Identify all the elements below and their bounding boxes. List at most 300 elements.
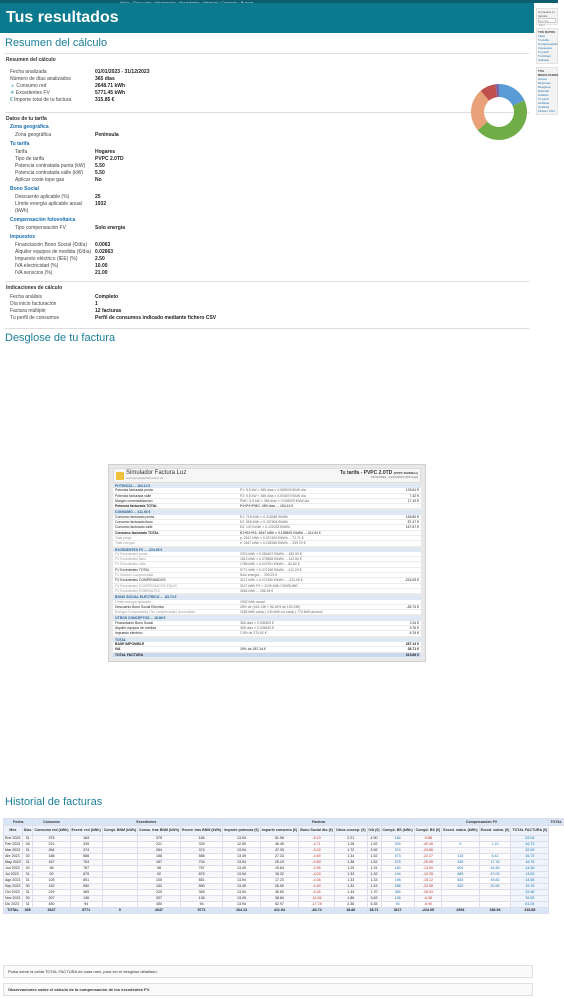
kv-value (95, 249, 113, 256)
table-cell: 136 (180, 896, 222, 902)
kv-label: Impuesto eléctrico (IEE) (%) (15, 256, 78, 262)
table-group-header: Consumo (33, 819, 70, 826)
total-factura-cell[interactable]: 61.04 (511, 902, 549, 908)
kv-row (10, 249, 534, 256)
total-factura-cell[interactable]: 16.75 (511, 860, 549, 866)
invoice-row-label: Potencia facturada TOTAL (115, 504, 158, 509)
table-cell: 20.94 (479, 884, 511, 890)
table-cell: 51.96 (260, 836, 299, 842)
table-cell: 31 (22, 836, 33, 842)
table-cell: 47.09 (479, 872, 511, 878)
table-footer-cell: 5771 (180, 908, 222, 914)
sidebar-link[interactable]: Calcular (538, 58, 550, 62)
sidebar-box-datos (536, 28, 558, 64)
kv-row (10, 263, 534, 270)
table-footer-cell: -224.05 (414, 908, 442, 914)
table-cell: -4.69 (299, 860, 335, 866)
table-cell: 98 (138, 866, 181, 872)
table-cell: 183 (381, 866, 414, 872)
table-cell: -22.27 (414, 854, 442, 860)
invoice-row-amount: 17.10 € (407, 498, 419, 503)
invoice-row-label: FV Máximo compensable (115, 573, 154, 578)
tarifa-table (10, 124, 534, 277)
sidebar-link[interactable]: Gráficas (538, 105, 550, 109)
sidebar-box-title: TUS RESULTADOS (538, 69, 559, 77)
invoice-row-detail: 1158 kWh comp | 140 kWh no comp | 774 kWh acumul (240, 610, 323, 615)
invoice-row-amount (393, 568, 421, 572)
invoice-section-header: TOTAL (113, 638, 421, 642)
table-cell: 1.33 (334, 878, 367, 884)
resumen-table (10, 69, 534, 104)
invoice-row-label: Energía Compensada | No compensada | Acumulada (115, 610, 195, 615)
kv-label: Zona geográfica (15, 132, 52, 138)
sidebar-link[interactable]: Fichero CSV (538, 109, 556, 113)
kv-value (95, 177, 102, 184)
table-column-header: Bono Social dto (€) (299, 826, 335, 836)
sidebar-search-input[interactable]: Escribe aquí (538, 18, 556, 23)
total-factura-cell[interactable]: 39.92 (511, 896, 549, 902)
table-group-header: Excedentes (70, 819, 223, 826)
table-cell: 375 (138, 836, 181, 842)
table-footer-cell: 365 (22, 908, 33, 914)
kv-row (10, 294, 534, 301)
invoice-row-detail: e: 2647 kWh × 0.128158 €/kWh ... 339.23 € (240, 541, 306, 546)
table-cell: -20.59 (414, 860, 442, 866)
invoice-row-label: FV Excedentes COMPENSADOS EQUIV (115, 583, 178, 588)
table-cell: 15.84 (260, 866, 299, 872)
kv-value-text: 0.0063 (95, 242, 111, 248)
table-footer-cell: TOTAL (4, 908, 23, 914)
kv-value-text: 0.02663 (95, 249, 114, 255)
table-cell: 36.60 (260, 890, 299, 896)
invoice-row-label: Consumo facturado llano (115, 520, 153, 525)
table-column-header: Consu. tras BNM (kWh) (138, 826, 181, 836)
kv-label: Límite energía aplicable anual (kWh) (15, 201, 82, 214)
indicaciones-table (10, 294, 534, 322)
kv-value-text: 10.00 (95, 263, 108, 269)
invoice-row-amount: 167.67 € (405, 525, 419, 530)
sidebar-link[interactable]: Inicio (538, 34, 546, 38)
kv-label: Aplicar coste tope gas (15, 177, 65, 183)
kv-value-text: 2.50 (95, 256, 105, 262)
invoice-row-label: FV Excedentes llano (115, 557, 147, 562)
table-cell: 1.43 (367, 884, 381, 890)
kv-label: Potencia contratada valle (kW) (15, 170, 84, 176)
kv-value-text: 5.50 (95, 170, 105, 176)
kv-label: Tu perfil de consumos (10, 315, 60, 321)
table-cell: 136 (381, 896, 414, 902)
invoice-row-amount (393, 573, 421, 577)
table-cell: 115 (442, 854, 479, 860)
kv-row (10, 256, 534, 263)
solar-icon: ☀ (10, 90, 16, 96)
invoice-row-amount (393, 552, 421, 556)
table-cell: 604 (442, 866, 479, 872)
invoice-row-label: Alquiler equipos de medida (115, 626, 156, 631)
table-cell: 13.94 (223, 878, 260, 884)
invoice-row (113, 541, 421, 546)
kv-row (10, 170, 534, 177)
invoice-row (113, 504, 421, 509)
invoice-row-detail: 10% de 287.14 € (240, 647, 266, 652)
table-cell: 1.32 (334, 884, 367, 890)
invoice-row-detail: 2374 kWh × 0.084407 €/kWh ... 182.50 € (240, 551, 302, 556)
sidebar-link[interactable]: Análisis (538, 93, 549, 97)
invoice-row-detail: 365 días × 0.026630 € (240, 626, 274, 631)
kv-value (95, 263, 108, 270)
table-footer-cell: 0 (102, 908, 137, 914)
table-cell: 13.94 (223, 836, 260, 842)
kv-row (10, 76, 534, 83)
invoice-row-label: BASE IMPONIBLE (115, 641, 145, 646)
kv-value-text: 315.85 € (95, 97, 115, 103)
historial-note: Pulsa sobre la celda TOTAL FACTURA de cada mes, para ver el desglose detallado. (3, 965, 533, 978)
table-cell: 473 (381, 854, 414, 860)
kv-value-text: 1 (95, 301, 98, 307)
invoice-row-amount (393, 531, 421, 535)
kv-value-text: 25 (95, 194, 101, 200)
table-cell: -4.06 (299, 878, 335, 884)
table-cell: 374 (70, 848, 102, 854)
kv-label: Factura múltiple (10, 308, 46, 314)
total-factura-cell[interactable]: 16.72 (511, 854, 549, 860)
table-cell: 98 (33, 866, 70, 872)
kv-value-text: 5.50 (95, 163, 105, 169)
table-cell: 450 (138, 902, 181, 908)
total-factura-cell[interactable]: 14.36 (511, 866, 549, 872)
kv-value (95, 294, 118, 301)
table-cell: 2.36 (334, 902, 367, 908)
invoice-logo (116, 471, 186, 480)
table-cell: -4.69 (299, 854, 335, 860)
kv-row (10, 97, 534, 104)
invoice-breakdown (108, 464, 426, 662)
invoice-row-label: FV Excedentes TOTAL (115, 567, 150, 572)
table-cell: 879 (70, 872, 102, 878)
table-cell: 339 (381, 842, 414, 848)
kv-value (95, 170, 105, 177)
table-cell: Nov 2023 (5, 896, 21, 900)
table-footer-cell: 28.71 (367, 908, 381, 914)
table-column-header: Comp2. BS (kWh) (381, 826, 414, 836)
invoice-row-detail: 1812 kWh × 0.078828 €/kWh ... 142.84 € (240, 557, 302, 562)
total-factura-cell[interactable]: 16.73 (511, 842, 549, 848)
historial-table (3, 818, 564, 914)
kv-label: Alquiler equipos de medida (€/día) (15, 249, 92, 255)
invoice-section-header: POTENCIA ... 164.13 € (113, 484, 421, 488)
table-cell: 9 (442, 842, 479, 848)
table-column-header: Compl. BNM (kWh) (102, 826, 137, 836)
kv-value-text: 21.00 (95, 270, 108, 276)
table-cell: -9.88 (414, 836, 442, 842)
table-footer-cell: -83.74 (299, 908, 335, 914)
sidebar-link[interactable]: Impuestos (538, 46, 552, 50)
table-cell: 94 (381, 902, 414, 908)
invoice-row-amount: 2.34 € (409, 620, 419, 625)
invoice-row-amount (393, 536, 421, 540)
sidebar-link[interactable]: Tu perfil (538, 97, 549, 101)
table-cell: 15.32 (260, 872, 299, 878)
table-footer-cell: 2647 (33, 908, 70, 914)
table-column-header: Exced. tras BNM (kWh) (180, 826, 222, 836)
table-cell: 704 (180, 860, 222, 866)
table-cell: 13.49 (223, 854, 260, 860)
kv-value (95, 69, 150, 76)
table-cell: 2.21 (334, 836, 367, 842)
table-cell: 184 (70, 836, 102, 842)
table-cell: 221 (138, 842, 181, 848)
sidebar-link[interactable]: Tu fichero (538, 54, 552, 58)
table-cell: 1.72 (334, 848, 367, 854)
kv-group-title: Compensación fotovoltaica (10, 217, 76, 223)
table-cell: -5.90 (414, 902, 442, 908)
sidebar-link[interactable]: Desglose (538, 85, 551, 89)
table-cell: 588 (180, 854, 222, 860)
invoice-header (113, 468, 421, 483)
kv-row (10, 156, 534, 163)
table-cell: 374 (180, 848, 222, 854)
table-cell: 653 (442, 878, 479, 884)
table-cell: 184 (180, 836, 222, 842)
sidebar-box-resultados (536, 67, 558, 115)
table-group-header: Compensación FV (414, 819, 549, 826)
kv-row (10, 90, 534, 97)
invoice-row-amount: 315.85 € (405, 652, 419, 657)
kv-label: Tipo compensación FV (15, 225, 66, 231)
invoice-section-header: EXCEDENTES FV ... -224.05 € (113, 548, 421, 552)
compensation-note[interactable]: Observaciones sobre el cálculo de la compensación de los excedentes FV. (3, 983, 533, 996)
table-cell: 1.28 (334, 842, 367, 848)
kv-row (10, 225, 534, 232)
bulb-icon (116, 472, 124, 480)
table-cell: -28.93 (414, 890, 442, 896)
table-cell: -13.35 (414, 872, 442, 878)
table-footer-cell: 5771 (70, 908, 102, 914)
total-factura-cell[interactable]: 14.53 (511, 872, 549, 878)
kv-value-text: Solo energía (95, 225, 126, 231)
table-cell: 365 (180, 890, 222, 896)
kv-label: Descuento aplicable (%) (15, 194, 70, 200)
table-cell: 339 (70, 842, 102, 848)
subhead-tarifa: Datos de tu tarifa (6, 116, 47, 122)
kv-value (95, 149, 115, 156)
kv-row (10, 69, 534, 76)
table-cell: 229 (138, 890, 181, 896)
table-footer-cell: 411.94 (260, 908, 299, 914)
kv-row (10, 270, 534, 277)
kv-row (10, 315, 534, 322)
table-cell: 31 (22, 902, 33, 908)
kv-row (10, 149, 534, 156)
total-factura-cell[interactable]: 14.65 (511, 878, 549, 884)
table-cell: -15.12 (414, 878, 442, 884)
table-cell: 136 (70, 896, 102, 902)
table-cell: 851 (180, 878, 222, 884)
kv-value-text: 01/01/2023 - 31/12/2023 (95, 69, 150, 75)
kv-value-text: Peninsula (95, 132, 119, 138)
table-column-header-row (4, 826, 564, 836)
table-footer-cell: 18.86 (334, 908, 367, 914)
table-cell: 188 (138, 854, 181, 860)
table-group-header-row (4, 819, 564, 826)
invoice-row-detail: 365 días × 0.006300 € (240, 620, 274, 625)
table-cell: 49.83 (479, 878, 511, 884)
table-cell: 31 (22, 890, 33, 896)
table-group-header: Factura (223, 819, 414, 826)
invoice-row-label: FV Excedentes COMPENSADOS (115, 578, 166, 583)
kv-label: ☀ Excedentes FV (10, 90, 50, 96)
kv-value (95, 83, 125, 90)
kv-row (10, 83, 534, 90)
table-cell: 13.94 (223, 890, 260, 896)
kv-label: € Importe total de tu factura (10, 97, 72, 103)
plug-icon: ⏚ (10, 83, 17, 89)
table-cell: Oct 2023 (4, 890, 23, 896)
invoice-section-header: CONSUMO ... 411.94 € (113, 510, 421, 514)
kv-value (95, 76, 115, 83)
total-factura-cell[interactable]: 53.94 (511, 836, 549, 842)
table-cell: 92 (138, 872, 181, 878)
table-cell: -13.59 (414, 866, 442, 872)
table-column-header: IVA (€) (367, 826, 381, 836)
table-footer-cell: 3117 (381, 908, 414, 914)
table-cell: Mar 2023 (4, 848, 23, 854)
table-footer-cell: 164.13 (223, 908, 260, 914)
total-factura-cell[interactable]: 19.36 (511, 890, 549, 896)
table-footer-cell: 2654 (442, 908, 479, 914)
table-cell: 31 (22, 878, 33, 884)
table-cell: 685 (442, 872, 479, 878)
kv-value-text: Hogares (95, 149, 116, 155)
table-cell: 288 (381, 884, 414, 890)
divider (5, 281, 529, 282)
invoice-rows (113, 484, 421, 658)
table-column-header: Mes (4, 826, 23, 836)
subhead-indicaciones: Indicaciones de cálculo (6, 285, 63, 291)
table-cell: 188 (33, 854, 70, 860)
kv-row (10, 163, 534, 170)
table-cell: 1.52 (367, 854, 381, 860)
kv-label: Fecha analizada (10, 69, 47, 75)
table-cell: 194 (381, 872, 414, 878)
kv-group-title: Tu tarifa (10, 141, 30, 147)
table-cell: 704 (70, 860, 102, 866)
kv-label: Número de días analizados (10, 76, 71, 82)
kv-label: Potencia contratada punta (kW) (15, 163, 86, 169)
total-factura-cell[interactable]: 15.76 (511, 884, 549, 890)
table-cell: 1.44 (334, 890, 367, 896)
kv-label: IVA servicios (%) (15, 270, 53, 276)
table-cell: 1.32 (367, 872, 381, 878)
table-cell: 198 (381, 878, 414, 884)
table-column-header: Días (22, 826, 33, 836)
table-cell: 30 (22, 884, 33, 890)
table-cell: Ago 2023 (5, 878, 21, 882)
kv-value (95, 156, 124, 163)
table-column-header: Exced. sobra. (kWh) (442, 826, 479, 836)
invoice-row-label: Consumo facturado TOTAL (115, 530, 159, 535)
kv-value-text: 5771.45 kWh (95, 90, 126, 96)
table-cell: 879 (180, 872, 222, 878)
invoice-row-detail (240, 653, 393, 657)
invoice-row-amount (393, 589, 421, 593)
invoice-row-amount (393, 504, 421, 508)
invoice-title-text: Tu tarifa - PVPC 2.0TD (339, 470, 393, 476)
table-cell: 152 (138, 884, 181, 890)
kv-row (10, 132, 534, 139)
sidebar-link[interactable]: Historial (538, 89, 549, 93)
table-cell: -40.48 (414, 842, 442, 848)
invoice-row-detail: PMC: 5.5 kW × 365 días × 0.008529 €/kW día (240, 498, 310, 503)
table-cell: 46.45 (260, 842, 299, 848)
kv-value (95, 163, 105, 170)
invoice-row-label: FV Excedentes valle (115, 562, 146, 567)
sidebar-link[interactable]: Tu perfil (538, 50, 549, 54)
invoice-row-detail: E1: 718 kWh × 0.218384 €/kWh (240, 514, 288, 519)
table-cell: 550 (180, 884, 222, 890)
table-cell: 17.76 (479, 860, 511, 866)
table-cell: 375 (33, 836, 70, 842)
invoice-row-amount (393, 584, 421, 588)
invoice-row-label: Descuento Bono Social Eléctrico (115, 604, 165, 609)
table-cell: 13.49 (223, 866, 260, 872)
kv-value (95, 90, 125, 97)
sidebar-link[interactable]: Avisos (538, 77, 547, 81)
table-cell: 17.23 (260, 878, 299, 884)
table-cell: 94 (180, 902, 222, 908)
invoice-row-label: Consumo facturado punta (115, 514, 155, 519)
invoice-row-detail: Solo energía ... 339.23 € (240, 573, 278, 578)
table-cell: 1.86 (334, 896, 367, 902)
table-cell: 184 (381, 836, 414, 842)
invoice-row-detail: 25% de (164.13€ + 96.16% de 190.23€) (240, 604, 301, 609)
table-cell: Abr 2023 (4, 854, 23, 860)
kv-value-text: Completo (95, 294, 119, 300)
invoice-row-amount: 87.47 € (407, 520, 419, 525)
kv-value (95, 270, 108, 277)
table-cell: 207 (138, 896, 181, 902)
table-cell: 26.90 (260, 884, 299, 890)
sidebar-link[interactable]: Compensación (538, 42, 559, 46)
kv-value-text: 1932 (95, 201, 107, 207)
sidebar-link[interactable]: Resumen (538, 81, 551, 85)
table-cell: 365 (70, 890, 102, 896)
table-cell: 3.63 (367, 896, 381, 902)
sidebar-box-title: TUS DATOS (538, 30, 556, 34)
table-cell: 94 (70, 902, 102, 908)
sidebar-link[interactable]: Tu tarifa (538, 38, 549, 42)
table-cell: 31 (22, 872, 33, 878)
table-cell: Ene 2023 (5, 836, 21, 840)
table-cell: 1.52 (367, 842, 381, 848)
euro-icon: € (10, 97, 15, 103)
total-factura-cell[interactable]: 32.09 (511, 848, 549, 854)
table-column-header: Exced. red (kWh) (70, 826, 102, 836)
kv-value (95, 97, 114, 104)
table-cell: -4.40 (299, 884, 335, 890)
kv-label: Tipo de tarifa (15, 156, 44, 162)
kv-row (10, 194, 534, 201)
invoice-row-detail: P1+P2+PMC: 365 días ... 164.13 € (240, 504, 294, 509)
table-column-header: Otros concep. (€) (334, 826, 367, 836)
kv-value (95, 256, 105, 263)
sidebar-link[interactable]: Gráficas (538, 101, 550, 105)
table-cell: 13.49 (223, 896, 260, 902)
table-cell: 47.39 (260, 848, 299, 854)
kv-value (95, 301, 98, 308)
table-cell: 4.90 (367, 836, 381, 842)
table-cell: 339 (180, 842, 222, 848)
